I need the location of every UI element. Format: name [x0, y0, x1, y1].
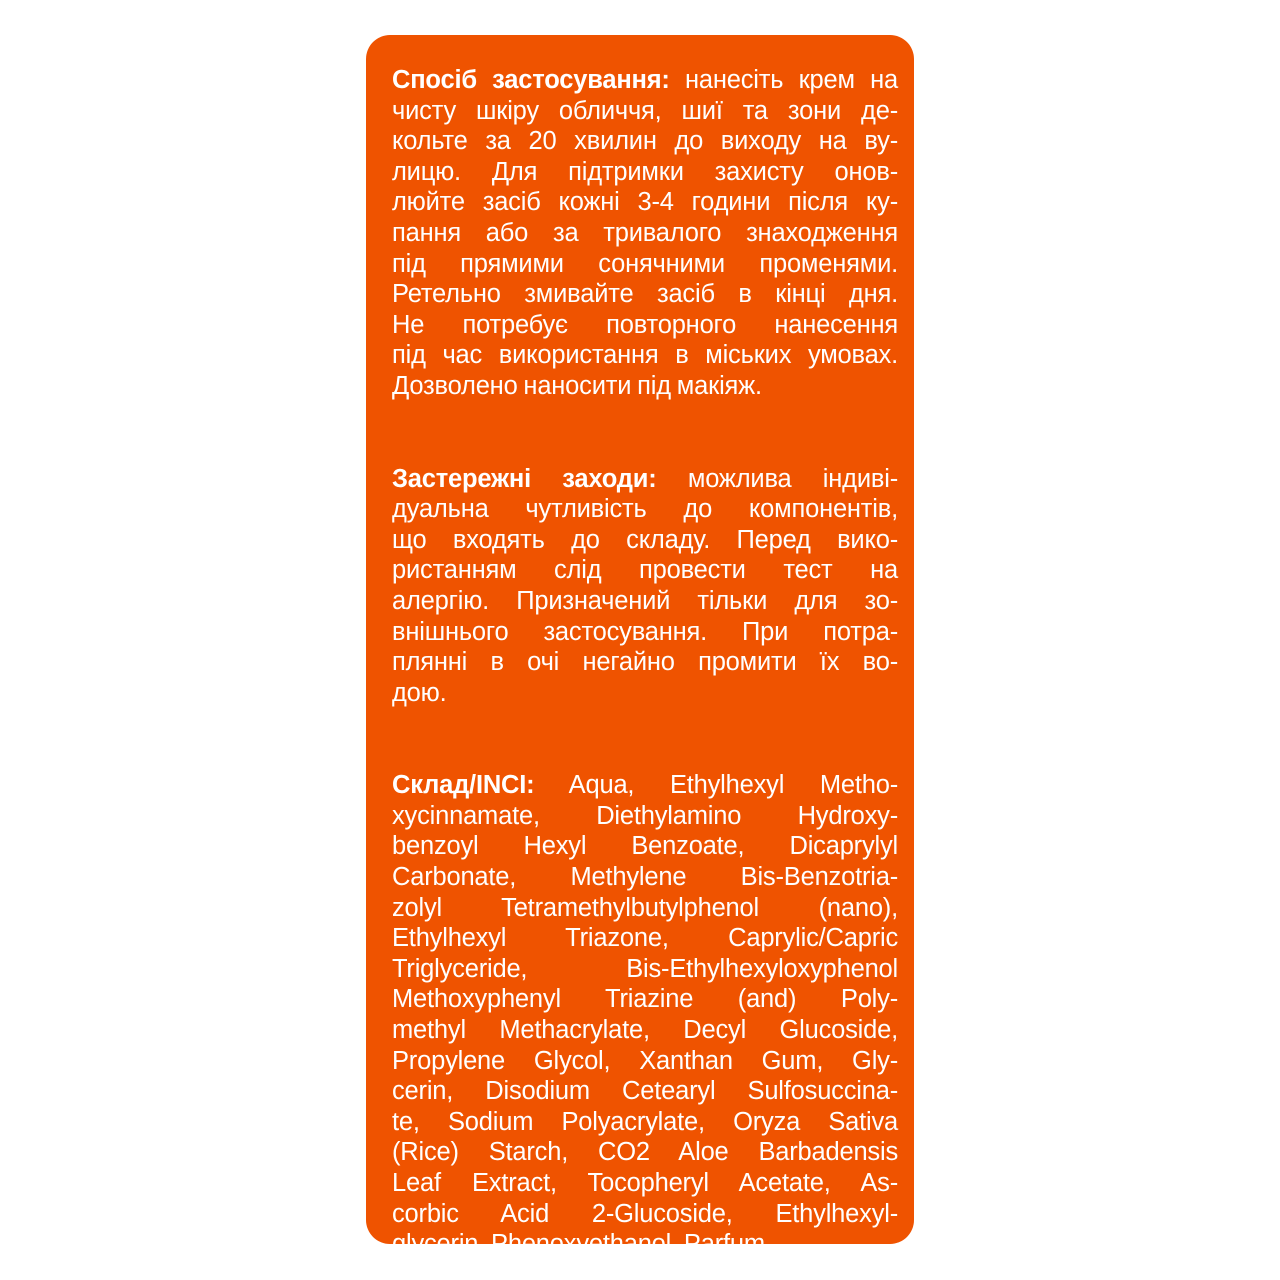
text-line: чисту шкіру обличчя, шиї та зони де-	[392, 96, 898, 125]
text-line: ристанням слід провести тест на	[392, 556, 898, 585]
text-line: Ethylhexyl Triazone, Caprylic/Capric	[392, 924, 898, 953]
precautions-section	[392, 464, 898, 709]
text-line: benzoyl Hexyl Benzoate, Dicaprylyl	[392, 832, 898, 861]
ingredients-label: Склад/INCI:	[392, 771, 535, 800]
text-line: що входять до складу. Перед вико-	[392, 525, 898, 554]
text-line: Спосіб застосування: нанесіть крем на	[392, 66, 898, 94]
text-line: Ретельно змивайте засіб в кінці дня.	[392, 280, 898, 309]
text-line: Carbonate, Methylene Bis-Benzotria-	[392, 863, 898, 892]
text-line: кольте за 20 хвилин до виходу на ву-	[392, 127, 898, 156]
text-line: пання або за тривалого знаходження	[392, 218, 898, 247]
text-line: (Rice) Starch, CO2 Aloe Barbadensis	[392, 1138, 898, 1167]
text-line: corbic Acid 2-Glucoside, Ethylhexyl-	[392, 1199, 898, 1228]
text-line: лицю. Для підтримки захисту онов-	[392, 157, 898, 186]
text-line: внішнього застосування. При потра-	[392, 617, 898, 646]
text-line: te, Sodium Polyacrylate, Oryza Sativa	[392, 1107, 898, 1136]
text-line: Дозволено наносити під макіяж.	[392, 371, 762, 400]
text-line: cerin, Disodium Cetearyl Sulfosuccina-	[392, 1077, 898, 1106]
text-line: zolyl Tetramethylbutylphenol (nano),	[392, 893, 898, 922]
text-line: glycerin, Phenoxyethanol, Parfum	[392, 1230, 765, 1259]
text-line: Triglyceride, Bis-Ethylhexyloxyphenol	[392, 954, 898, 983]
text-line: дуальна чутливість до компонентів,	[392, 495, 898, 524]
text-line: люйте засіб кожні 3-4 години після ку-	[392, 188, 898, 217]
text-line: під прямими сонячними променями.	[392, 249, 898, 278]
precautions-label: Застережні заходи:	[392, 464, 657, 493]
text-line: xycinnamate, Diethylamino Hydroxy-	[392, 801, 898, 830]
ingredients-section	[392, 770, 898, 1260]
text-line: Methoxyphenyl Triazine (and) Poly-	[392, 985, 898, 1014]
text-line: Propylene Glycol, Xanthan Gum, Gly-	[392, 1046, 898, 1075]
text-line: дою.	[392, 678, 447, 707]
text-line: methyl Methacrylate, Decyl Glucoside,	[392, 1016, 898, 1045]
usage-section	[392, 65, 898, 402]
text-line: Не потребує повторного нанесення	[392, 310, 898, 339]
text-line: плянні в очі негайно промити їх во-	[392, 648, 898, 677]
text-line: Leaf Extract, Tocopheryl Acetate, As-	[392, 1169, 898, 1197]
product-info-card	[366, 35, 914, 1259]
text-line: Застережні заходи: можлива індиві-	[392, 464, 898, 493]
usage-label: Спосіб застосування:	[392, 66, 670, 94]
text-line: алергію. Призначений тільки для зо-	[392, 586, 898, 615]
text-line: під час використання в міських умовах.	[392, 341, 898, 370]
text-line: Склад/INCI: Aqua, Ethylhexyl Metho-	[392, 771, 898, 800]
